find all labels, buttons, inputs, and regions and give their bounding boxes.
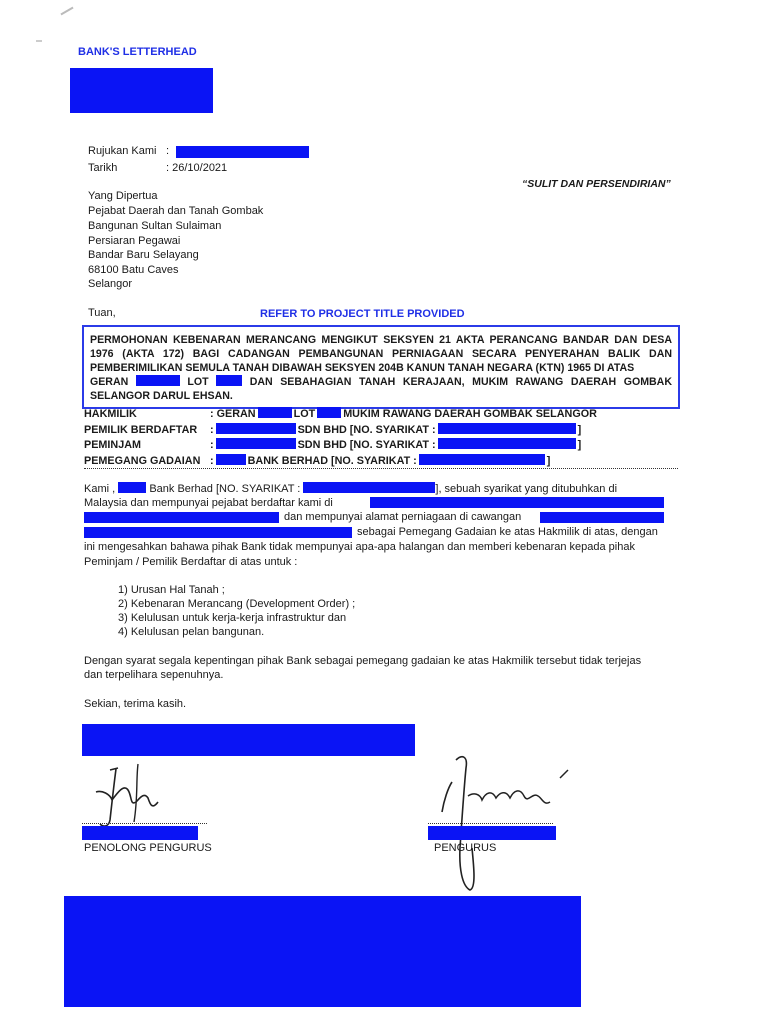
body-text: ], sebuah syarikat yang ditubuhkan di (435, 483, 618, 495)
body-text (84, 482, 617, 495)
redacted (216, 454, 246, 465)
signature-right (432, 748, 582, 896)
pemilik-label: PEMILIK BERDAFTAR (84, 424, 198, 436)
redacted (216, 423, 296, 434)
subject-geran: GERAN (90, 376, 129, 388)
redacted (216, 438, 296, 449)
list-item: 3) Kelulusan untuk kerja-kerja infrastruktur dan (118, 612, 347, 624)
detail-peminjam (84, 438, 581, 451)
list-item: 2) Kebenaran Merancang (Development Order) ; (118, 598, 356, 610)
gadaian-company: BANK BERHAD [NO. SYARIKAT : (247, 455, 417, 467)
body-text: sebagai Pemegang Gadaian ke atas Hakmilik di atas, dengan (357, 526, 658, 538)
recipient-line: Pejabat Daerah dan Tanah Gombak (88, 205, 264, 217)
peminjam-label: PEMINJAM (84, 439, 141, 451)
hakmilik-geran: : GERAN (210, 408, 256, 420)
date-value: : 26/10/2021 (166, 162, 228, 174)
redacted-ref (176, 146, 309, 158)
body-text: Peminjam / Pemilik Berdaftar di atas untuk : (84, 556, 298, 568)
pemilik-company: SDN BHD [NO. SYARIKAT : (297, 424, 436, 436)
scan-mark (36, 40, 42, 42)
subject-tail: DAN SEBAHAGIAN TANAH KERAJAAN, MUKIM RAWANG DAERAH GOMBAK SELANGOR DARUL EHSAN. (90, 376, 672, 402)
salutation: Tuan, (88, 307, 116, 319)
subject-text (84, 327, 678, 403)
peminjam-sep: : (210, 439, 214, 451)
gadaian-close: ] (546, 455, 551, 467)
redacted-lot (216, 375, 242, 386)
gadaian-label: PEMEGANG GADAIAN (84, 455, 201, 467)
peminjam-close: ] (577, 439, 582, 451)
list-item: 4) Kelulusan pelan bangunan. (118, 626, 265, 638)
signature-left (88, 762, 198, 832)
redacted-logo (70, 68, 213, 113)
recipient-line: Bandar Baru Selayang (88, 249, 199, 261)
redacted-branch (84, 527, 352, 538)
redacted-name-left (82, 826, 198, 840)
body-text: dan terpelihara sepenuhnya. (84, 669, 224, 681)
recipient-line: Bangunan Sultan Sulaiman (88, 220, 222, 232)
recipient-line: Persiaran Pegawai (88, 235, 181, 247)
subject-box (82, 325, 680, 409)
redacted (303, 482, 435, 493)
redacted (118, 482, 146, 493)
signature-line-left (82, 823, 207, 824)
signature-title-right: PENGURUS (434, 842, 497, 854)
recipient-line: 68100 Batu Caves (88, 264, 179, 276)
hakmilik-lot: LOT (293, 408, 316, 420)
signature-title-left: PENOLONG PENGURUS (84, 842, 212, 854)
ref-label: Rujukan Kami (88, 145, 157, 157)
list-item: 1) Urusan Hal Tanah ; (118, 584, 225, 596)
redacted-geran (136, 375, 180, 386)
subject-lot: LOT (187, 376, 209, 388)
hakmilik-label: HAKMILIK (84, 408, 137, 420)
classification-label: “SULIT DAN PERSENDIRIAN” (522, 178, 671, 190)
scan-mark (60, 7, 73, 16)
body-text (84, 497, 333, 509)
letterhead-label: BANK'S LETTERHEAD (78, 46, 197, 58)
detail-gadaian (84, 454, 550, 467)
peminjam-company: SDN BHD [NO. SYARIKAT : (297, 439, 436, 451)
pemilik-sep: : (210, 424, 214, 436)
detail-pemilik (84, 423, 581, 436)
closing-text: Sekian, terima kasih. (84, 698, 187, 710)
recipient-line: Selangor (88, 278, 133, 290)
date-label: Tarikh (88, 162, 118, 174)
body-text: ini mengesahkan bahawa pihak Bank tidak mempunyai apa-apa halangan dan memberi kebenaran kepada pihak (84, 541, 635, 553)
redacted (438, 438, 576, 449)
project-note: REFER TO PROJECT TITLE PROVIDED (260, 308, 465, 320)
ref-separator: : (166, 145, 170, 157)
redacted (317, 407, 341, 418)
signature-line-right (428, 823, 553, 824)
redacted (258, 407, 292, 418)
redacted-name-right (428, 826, 556, 840)
subject-main: PERMOHONAN KEBENARAN MERANCANG MENGIKUT SEKSYEN 21 AKTA PERANCANG BANDAR DAN DESA 1976 (AKTA 172) BAGI CADANGAN PEMBANGUNAN PERNIAGAAN SECARA PENYERAHAN BALIK DAN PEMBERIMILIKAN SEMULA TANAH DIBAWAH SEKSYEN 204B KANUN TANAH NEGARA (KTN) 1965 DI ATAS (90, 334, 672, 374)
redacted (438, 423, 576, 434)
redacted (419, 454, 545, 465)
redacted-address (370, 497, 664, 508)
recipient-line: Yang Dipertua (88, 190, 158, 202)
hakmilik-location: MUKIM RAWANG DAERAH GOMBAK SELANGOR (343, 408, 597, 420)
body-text: dan mempunyai alamat perniagaan di cawangan (284, 511, 522, 523)
body-bank: Bank Berhad [NO. SYARIKAT : (149, 483, 301, 495)
body-text: Dengan syarat segala kepentingan pihak Bank sebagai pemegang gadaian ke atas Hakmilik tersebut tidak terjejas (84, 655, 642, 667)
body-kami: Kami , (84, 483, 116, 495)
separator-line (84, 468, 678, 469)
redacted-bank-name (82, 724, 415, 756)
redacted-footer (64, 896, 581, 1007)
pemilik-close: ] (577, 424, 582, 436)
redacted-branch (540, 512, 664, 523)
redacted-address (84, 512, 279, 523)
gadaian-sep: : (210, 455, 214, 467)
detail-hakmilik (84, 407, 597, 420)
body-text: Malaysia dan mempunyai pejabat berdaftar kami di (84, 497, 333, 509)
